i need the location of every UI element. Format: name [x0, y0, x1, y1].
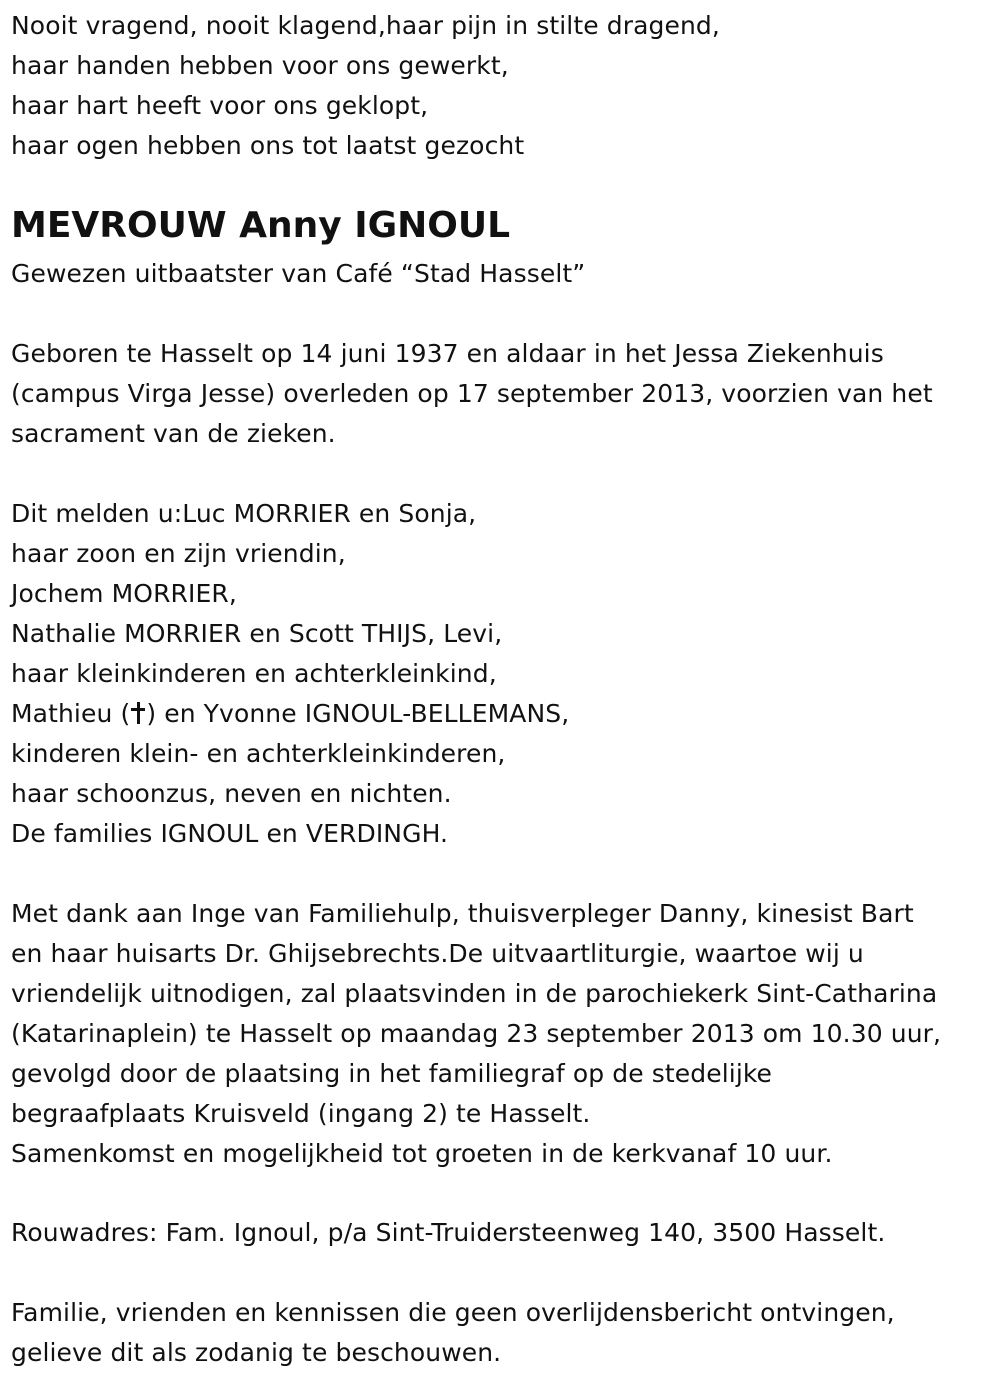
family-line-with-cross: [11, 694, 569, 734]
family-line: kinderen klein- en achterkleinkinderen,: [11, 739, 506, 768]
poem-line: haar ogen hebben ons tot laatst gezocht: [11, 131, 525, 160]
paragraph-line: sacrament van de zieken.: [11, 419, 336, 448]
paragraph-line: Samenkomst en mogelijkheid tot groeten in de kerkvanaf 10 uur.: [11, 1139, 833, 1168]
paragraph-line: vriendelijk uitnodigen, zal plaatsvinden in de parochiekerk Sint-Catharina: [11, 979, 938, 1008]
family-line-text: ) en Yvonne IGNOUL-BELLEMANS,: [146, 699, 570, 728]
birth-death-paragraph: [11, 334, 933, 454]
paragraph-line: gelieve dit als zodanig te beschouwen.: [11, 1338, 502, 1367]
family-line: De families IGNOUL en VERDINGH.: [11, 819, 449, 848]
paragraph-line: gevolgd door de plaatsing in het familiegraf op de stedelijke: [11, 1059, 773, 1088]
closing-notice: [11, 1293, 895, 1373]
paragraph-line: (campus Virga Jesse) overleden op 17 september 2013, voorzien van het: [11, 379, 933, 408]
paragraph-line: Familie, vrienden en kennissen die geen overlijdensbericht ontvingen,: [11, 1298, 895, 1327]
poem-line: Nooit vragend, nooit klagend,haar pijn in stilte dragend,: [11, 11, 720, 40]
paragraph-line: Geboren te Hasselt op 14 juni 1937 en aldaar in het Jessa Ziekenhuis: [11, 339, 884, 368]
poem: [11, 6, 720, 166]
family-line: Dit melden u:Luc MORRIER en Sonja,: [11, 499, 477, 528]
thanks-and-funeral-paragraph: [11, 894, 941, 1174]
deceased-name: MEVROUW Anny IGNOUL: [11, 205, 511, 246]
family-line: Nathalie MORRIER en Scott THIJS, Levi,: [11, 619, 503, 648]
mourning-address: Rouwadres: Fam. Ignoul, p/a Sint-Truidersteenweg 140, 3500 Hasselt.: [11, 1218, 886, 1247]
poem-line: haar handen hebben voor ons gewerkt,: [11, 51, 509, 80]
paragraph-line: en haar huisarts Dr. Ghijsebrechts.De uitvaartliturgie, waartoe wij u: [11, 939, 864, 968]
family-line: haar kleinkinderen en achterkleinkind,: [11, 659, 497, 688]
family-line: haar schoonzus, neven en nichten.: [11, 779, 452, 808]
paragraph-line: (Katarinaplein) te Hasselt op maandag 23 september 2013 om 10.30 uur,: [11, 1019, 942, 1048]
family-line-text: Mathieu (: [11, 699, 131, 728]
family-line: haar zoon en zijn vriendin,: [11, 539, 346, 568]
cross-icon: [131, 701, 145, 725]
poem-line: haar hart heeft voor ons geklopt,: [11, 91, 429, 120]
family-line: Jochem MORRIER,: [11, 579, 237, 608]
paragraph-line: begraafplaats Kruisveld (ingang 2) te Hasselt.: [11, 1099, 591, 1128]
deceased-description: Gewezen uitbaatster van Café “Stad Hasselt”: [11, 259, 586, 288]
family-announcement: [11, 494, 569, 854]
paragraph-line: Met dank aan Inge van Familiehulp, thuisverpleger Danny, kinesist Bart: [11, 899, 914, 928]
